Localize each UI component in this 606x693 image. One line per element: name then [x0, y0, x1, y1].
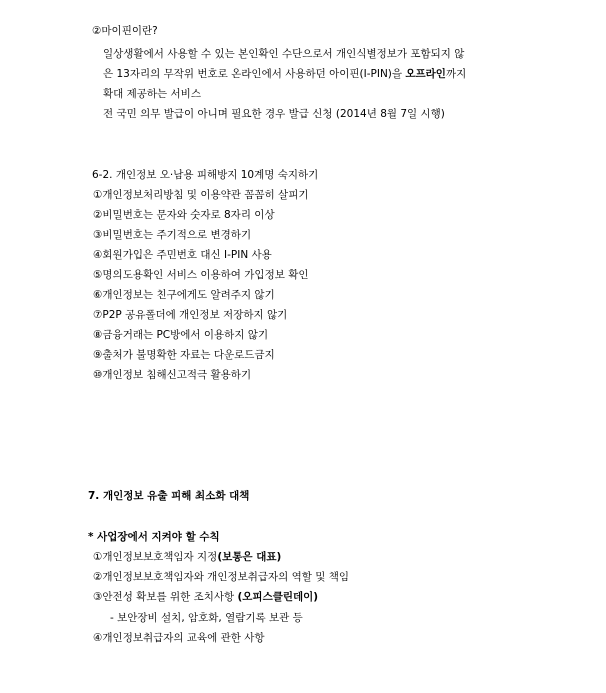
minimize-item-3-sub: - 보안장비 설치, 암호화, 열람기록 보관 등 [110, 612, 303, 624]
minimize-item-4: ④개인정보취급자의 교육에 관한 사항 [93, 632, 265, 644]
minimize-subheading: * 사업장에서 지켜야 할 수칙 [88, 531, 220, 543]
mypin-line-2-post: 까지 [445, 68, 467, 80]
rules-item: ⑤명의도용확인 서비스 이용하여 가입정보 확인 [93, 269, 309, 281]
rules-item: ①개인정보처리방침 및 이용약관 꼼꼼히 살피기 [93, 189, 309, 201]
rules-heading: 6-2. 개인정보 오·남용 피해방지 10계명 숙지하기 [92, 169, 319, 181]
mypin-line-2-bold: 오프라인 [405, 68, 446, 80]
minimize-item-1 [93, 550, 281, 564]
minimize-item-3-text: ③안전성 확보를 위한 조치사항 [93, 591, 238, 603]
rules-item: ④회원가입은 주민번호 대신 I-PIN 사용 [93, 249, 272, 261]
mypin-line-1-text: 일상생활에서 사용할 수 있는 본인확인 수단으로서 개인식별정보가 포함되지 않 [103, 48, 465, 60]
minimize-item-2: ②개인정보보호책임자와 개인정보취급자의 역할 및 책임 [93, 571, 350, 583]
minimize-item-3 [93, 590, 318, 604]
rules-item: ③비밀번호는 주기적으로 변경하기 [93, 229, 252, 241]
minimize-item-1-bold: (보통은 대표) [217, 551, 282, 563]
rules-item: ⑨출처가 불명확한 자료는 다운로드금지 [93, 349, 275, 361]
minimize-item-3-bold: (오피스클린데이) [237, 591, 319, 603]
minimize-item-1-text: ①개인정보보호책임자 지정 [93, 551, 218, 563]
rules-item: ⑧금융거래는 PC방에서 이용하지 않기 [93, 329, 269, 341]
mypin-line-4: 전 국민 의무 발급이 아니며 필요한 경우 발급 신청 (2014년 8월 7일 시행) [103, 108, 445, 120]
mypin-heading: ②마이핀이란? [92, 25, 158, 37]
mypin-line-1 [103, 47, 521, 61]
minimize-heading: 7. 개인정보 유출 피해 최소화 대책 [88, 490, 250, 502]
rules-item: ⑦P2P 공유폴더에 개인정보 저장하지 않기 [93, 309, 288, 321]
mypin-line-2-pre: 은 13자리의 무작위 번호로 온라인에서 사용하던 아이핀(I-PIN)을 [103, 68, 406, 80]
mypin-line-2 [103, 67, 466, 81]
rules-item: ②비밀번호는 문자와 숫자로 8자리 이상 [93, 209, 275, 221]
mypin-line-3: 확대 제공하는 서비스 [103, 88, 201, 100]
rules-item: ⑥개인정보는 친구에게도 알려주지 않기 [93, 289, 275, 301]
rules-item: ⑩개인정보 침해신고적극 활용하기 [93, 369, 252, 381]
